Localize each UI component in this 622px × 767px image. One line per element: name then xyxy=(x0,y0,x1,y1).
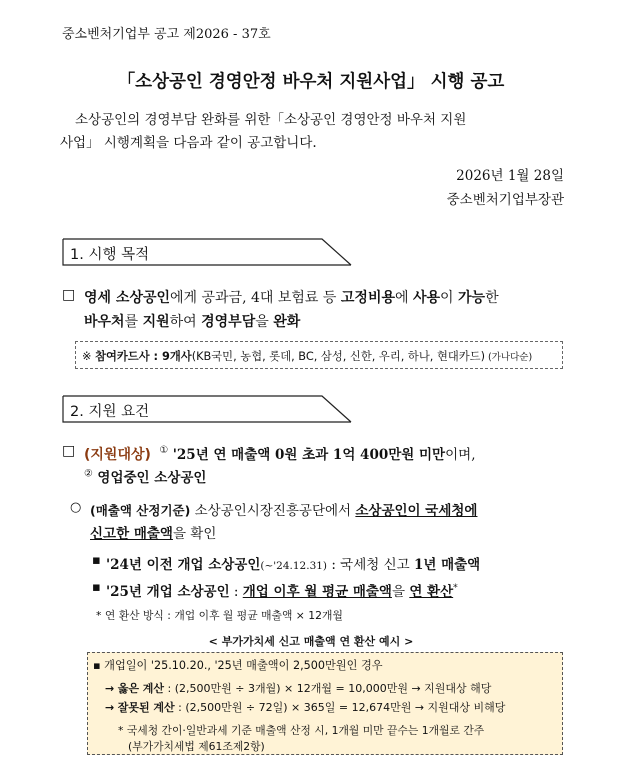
target-label: (지원대상) xyxy=(84,447,151,463)
sales-basis-text: 소상공인시장진흥공단에서 xyxy=(190,503,356,519)
card-note-text xyxy=(82,348,532,364)
card-company-note xyxy=(75,341,563,369)
sales-basis-highlight: 소상공인이 국세청에 xyxy=(355,503,478,519)
item-2-bullet: ▪ xyxy=(92,580,101,595)
wrong-calc-label: 잘못된 계산 xyxy=(117,701,175,714)
document-number: 중소벤처기업부 공고 제2026 - 37호 xyxy=(62,27,271,42)
card-list: (KB국민, 농협, 롯데, BC, 삼성, 신한, 우리, 하나, 현대카드) xyxy=(191,350,486,363)
confirm-text: 을 확인 xyxy=(172,526,217,542)
item-2-colon: : xyxy=(229,584,243,600)
condition-1-text xyxy=(173,447,476,463)
item-2-title: '25년 개업 소상공인 xyxy=(106,584,230,600)
issue-date: 2026년 1월 28일 xyxy=(456,168,564,184)
wrong-calc-formula: : (2,500만원 ÷ 72일) × 365일 = 12,674만원 → 지원대상 비해당 xyxy=(174,701,506,714)
arrow-icon: → xyxy=(105,682,115,695)
text-run: 영세 소상공인 xyxy=(84,290,171,306)
item-2-footnote-mark: * xyxy=(453,583,458,594)
example-title: < 부가가치세 신고 매출액 연 환산 예시 > xyxy=(208,635,414,648)
section-2-bullet: □ xyxy=(62,443,76,459)
text-run: 고정비용 xyxy=(340,290,395,306)
condition-2-text: 영업중인 소상공인 xyxy=(97,470,207,486)
text-run: 사용 xyxy=(412,290,441,306)
text-run: 를 xyxy=(124,314,143,330)
section-1-bullet: □ xyxy=(62,287,76,303)
item-1-text xyxy=(106,553,480,573)
condition-2-mark: ② xyxy=(84,468,93,480)
item-1-emphasis: 1년 매출액 xyxy=(413,557,481,573)
text-run: 이 xyxy=(440,290,459,306)
example-footnote-1: * 국세청 간이·일반과세 기준 매출액 산정 시, 1개월 미만 끝수는 1개월로 간주 xyxy=(118,724,485,737)
sales-basis-label: (매출액 산정기준) xyxy=(90,503,191,518)
intro-line-2: 사업」 시행계획을 다음과 같이 공고합니다. xyxy=(60,135,317,151)
section-2-heading xyxy=(62,395,352,423)
document-title: 「소상공인 경영안정 바우처 지원사업」 시행 공고 xyxy=(117,72,505,92)
sales-basis-line-1 xyxy=(90,499,477,519)
purpose-line-2 xyxy=(84,311,300,331)
item-1-bullet: ▪ xyxy=(92,553,101,568)
condition-1-mark: ① xyxy=(159,445,169,457)
text-run: 한 xyxy=(485,290,499,306)
item-1-period: (~'24.12.31) xyxy=(260,560,328,572)
arrow-icon: → xyxy=(105,701,115,714)
text-run: 이며, xyxy=(445,447,476,463)
item-2-annualize: 연 환산 xyxy=(409,584,454,600)
purpose-line-1 xyxy=(84,287,499,307)
card-count-label: 참여카드사 : 9개사 xyxy=(95,350,192,363)
right-calc-label: 옳은 계산 xyxy=(117,682,165,695)
eligibility-line-2 xyxy=(84,466,206,486)
sales-basis-line-2 xyxy=(90,522,216,542)
item-1-title: '24년 이전 개업 소상공인 xyxy=(106,557,261,573)
text-run: 에 xyxy=(395,290,413,306)
item-2-highlight: 개업 이후 월 평균 매출액 xyxy=(242,584,392,600)
text-run: 바우처 xyxy=(84,314,125,330)
section-1-heading xyxy=(62,238,352,266)
example-footnote-2: (부가가치세법 제61조제2항) xyxy=(128,740,265,753)
text-run: 을 xyxy=(255,314,274,330)
wrong-calculation xyxy=(105,699,505,715)
reported-sales-highlight: 신고한 매출액 xyxy=(90,526,173,542)
text-run: 가능 xyxy=(458,290,486,306)
text-run: 에게 공과금, 4대 보험료 등 xyxy=(170,290,341,306)
item-1-desc: : 국세청 신고 xyxy=(327,557,414,573)
text-run: 하여 xyxy=(169,314,202,330)
text-run: 지원 xyxy=(142,314,170,330)
note-mark: ※ xyxy=(82,350,96,363)
item-2-particle: 을 xyxy=(391,584,410,600)
section-1-title: 1. 시행 목적 xyxy=(70,247,150,263)
section-2-title: 2. 지원 요건 xyxy=(70,404,150,420)
text-run: 경영부담 xyxy=(201,314,256,330)
text-run: 완화 xyxy=(273,314,301,330)
sub-bullet: ○ xyxy=(70,500,82,515)
right-calculation xyxy=(105,680,491,696)
right-calc-formula: : (2,500만원 ÷ 3개월) × 12개월 = 10,000만원 → 지원대상 해당 xyxy=(164,682,492,695)
eligibility-line-1 xyxy=(84,443,475,464)
example-box xyxy=(87,652,563,755)
intro-line-1: 소상공인의 경영부담 완화를 위한「소상공인 경영안정 바우처 지원 xyxy=(75,112,467,128)
example-case: ▪ 개업일이 '25.10.20., '25년 매출액이 2,500만원인 경우 xyxy=(93,659,383,672)
issuer: 중소벤처기업부장관 xyxy=(446,192,564,208)
text-run: '25년 연 매출액 0원 초과 1억 400만원 미만 xyxy=(172,447,446,463)
item-2-text xyxy=(106,580,458,600)
order-note: (가나다순) xyxy=(485,352,533,363)
annualize-method-note: * 연 환산 방식 : 개업 이후 월 평균 매출액 × 12개월 xyxy=(96,609,343,622)
